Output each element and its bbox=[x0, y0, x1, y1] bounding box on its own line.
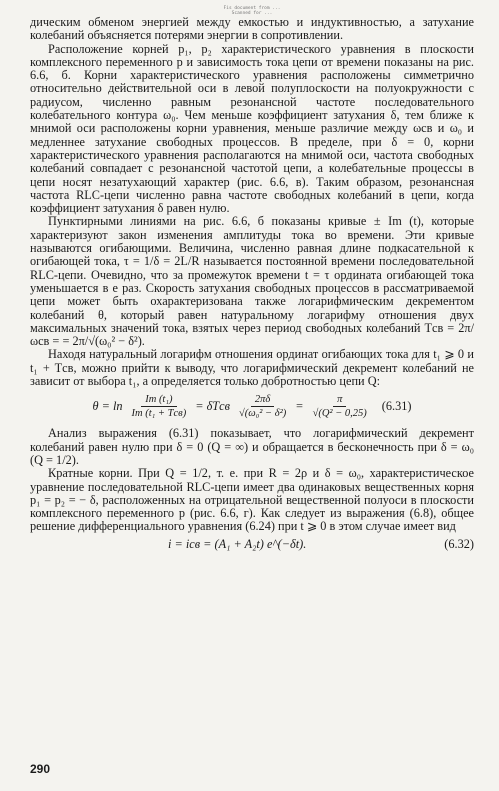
fraction-numerator: π bbox=[333, 394, 346, 407]
formula-body: i = iсв = (A₁ + A₂t) e^(−δt). bbox=[167, 536, 307, 551]
paragraph: Кратные корни. При Q = 1/2, т. е. при R = 2ρ и δ = ω₀, характеристическое уравнение последовательной RLC-цепи имеет два одинаковых вещественных корня p₁ = p₂ = − δ, расположенных на отрицательной вещественной полуоси в плоскости комплексного переменного p (рис. 6.6, г). Как следует из выражения (6.8), общее решение дифференциального уравнения (6.24) при t ⩾ 0 в этом случае имеет вид bbox=[30, 466, 474, 534]
paragraph: дическим обменом энергией между емкостью и индуктивностью, а затухание колебаний объясняется потерями энергии в сопротивлении. bbox=[30, 15, 474, 43]
formula-6-31 bbox=[30, 394, 474, 419]
fraction-denominator: √(Q² − 0,25) bbox=[312, 408, 367, 420]
scan-header-line: Fis document from ... bbox=[223, 6, 281, 11]
page-number: 290 bbox=[30, 762, 51, 776]
formula-6-32 bbox=[30, 537, 474, 552]
paragraph: Анализ выражения (6.31) показывает, что логарифмический декремент колебаний равен нулю при δ = 0 (Q = ∞) и обращается в бесконечность при δ = ω₀ (Q = 1/2). bbox=[30, 426, 474, 467]
fraction bbox=[128, 394, 191, 419]
fraction bbox=[235, 394, 290, 419]
scan-header-line: Scanned for ... bbox=[231, 11, 273, 16]
fraction bbox=[309, 394, 371, 419]
fraction-numerator: 2πδ bbox=[251, 394, 274, 407]
fraction-denominator: Im (t₁ + Tсв) bbox=[131, 408, 187, 420]
formula-equals: = bbox=[295, 399, 304, 414]
paragraph: Находя натуральный логарифм отношения ординат огибающих тока для t₁ ⩾ 0 и t₁ + Tсв, можно прийти к выводу, что логарифмический декремент колебаний не зависит от выбора t₁, а определяется только добротностью цепи Q: bbox=[30, 347, 474, 389]
paragraph: Расположение корней p₁, p₂ характеристического уравнения в плоскости комплексного переменного p и зависимость тока цепи от времени показаны на рис. 6.6, б. Корни характеристического уравнения расположены симметрично относительно действительной оси в левой полуплоскости на полуокружности с радиусом, численно равным резонансной частоте последовательного колебательного контура ω₀. Чем меньше коэффициент затухания δ, тем ближе к мнимой оси расположены корни уравнения, меньше различие между ωсв и ω₀ и медленнее затухание свободных процессов. В пределе, при δ = 0, корни характеристического уравнения располагаются на мнимой оси, частота свободных колебаний совпадает с резонансной частотой цепи, а колебательные процессы в цепи носят незатухающий характер (рис. 6.6, в). Таким образом, резонансная частота RLC-цепи численно равна частоте свободных колебаний в цепи, когда коэффициент затухания δ равен нулю. bbox=[30, 41, 474, 216]
equation-number: (6.31) bbox=[381, 399, 412, 414]
formula-mid: = δTсв bbox=[195, 399, 230, 414]
formula-lhs: θ = ln bbox=[92, 399, 123, 414]
fraction-numerator: Im (t₁) bbox=[141, 394, 176, 407]
equation-number: (6.32) bbox=[444, 536, 474, 551]
document-page bbox=[30, 6, 474, 785]
paragraph: Пунктирными линиями на рис. 6.6, б показаны кривые ± Im (t), которые характеризуют закон изменения амплитуды тока во времени. Эти кривые называются огибающими. Величина, численно равная длине подкасательной к огибающей тока, τ = 1/δ = 2L/R называется постоянной времени последовательной RLC-цепи. Очевидно, что за промежуток времени t = τ ордината огибающей тока уменьшается в e раз. Скорость затухания свободных процессов в рассматриваемой цепи может быть охарактеризована также логарифмическим декрементом колебаний θ, который равен натуральному логарифму отношения двух максимальных значений тока, взятых через период свободных колебаний Tсв = 2π/ωсв = = 2π/√(ω₀² − δ²). bbox=[30, 214, 474, 349]
fraction-denominator: √(ω₀² − δ²) bbox=[238, 408, 287, 420]
